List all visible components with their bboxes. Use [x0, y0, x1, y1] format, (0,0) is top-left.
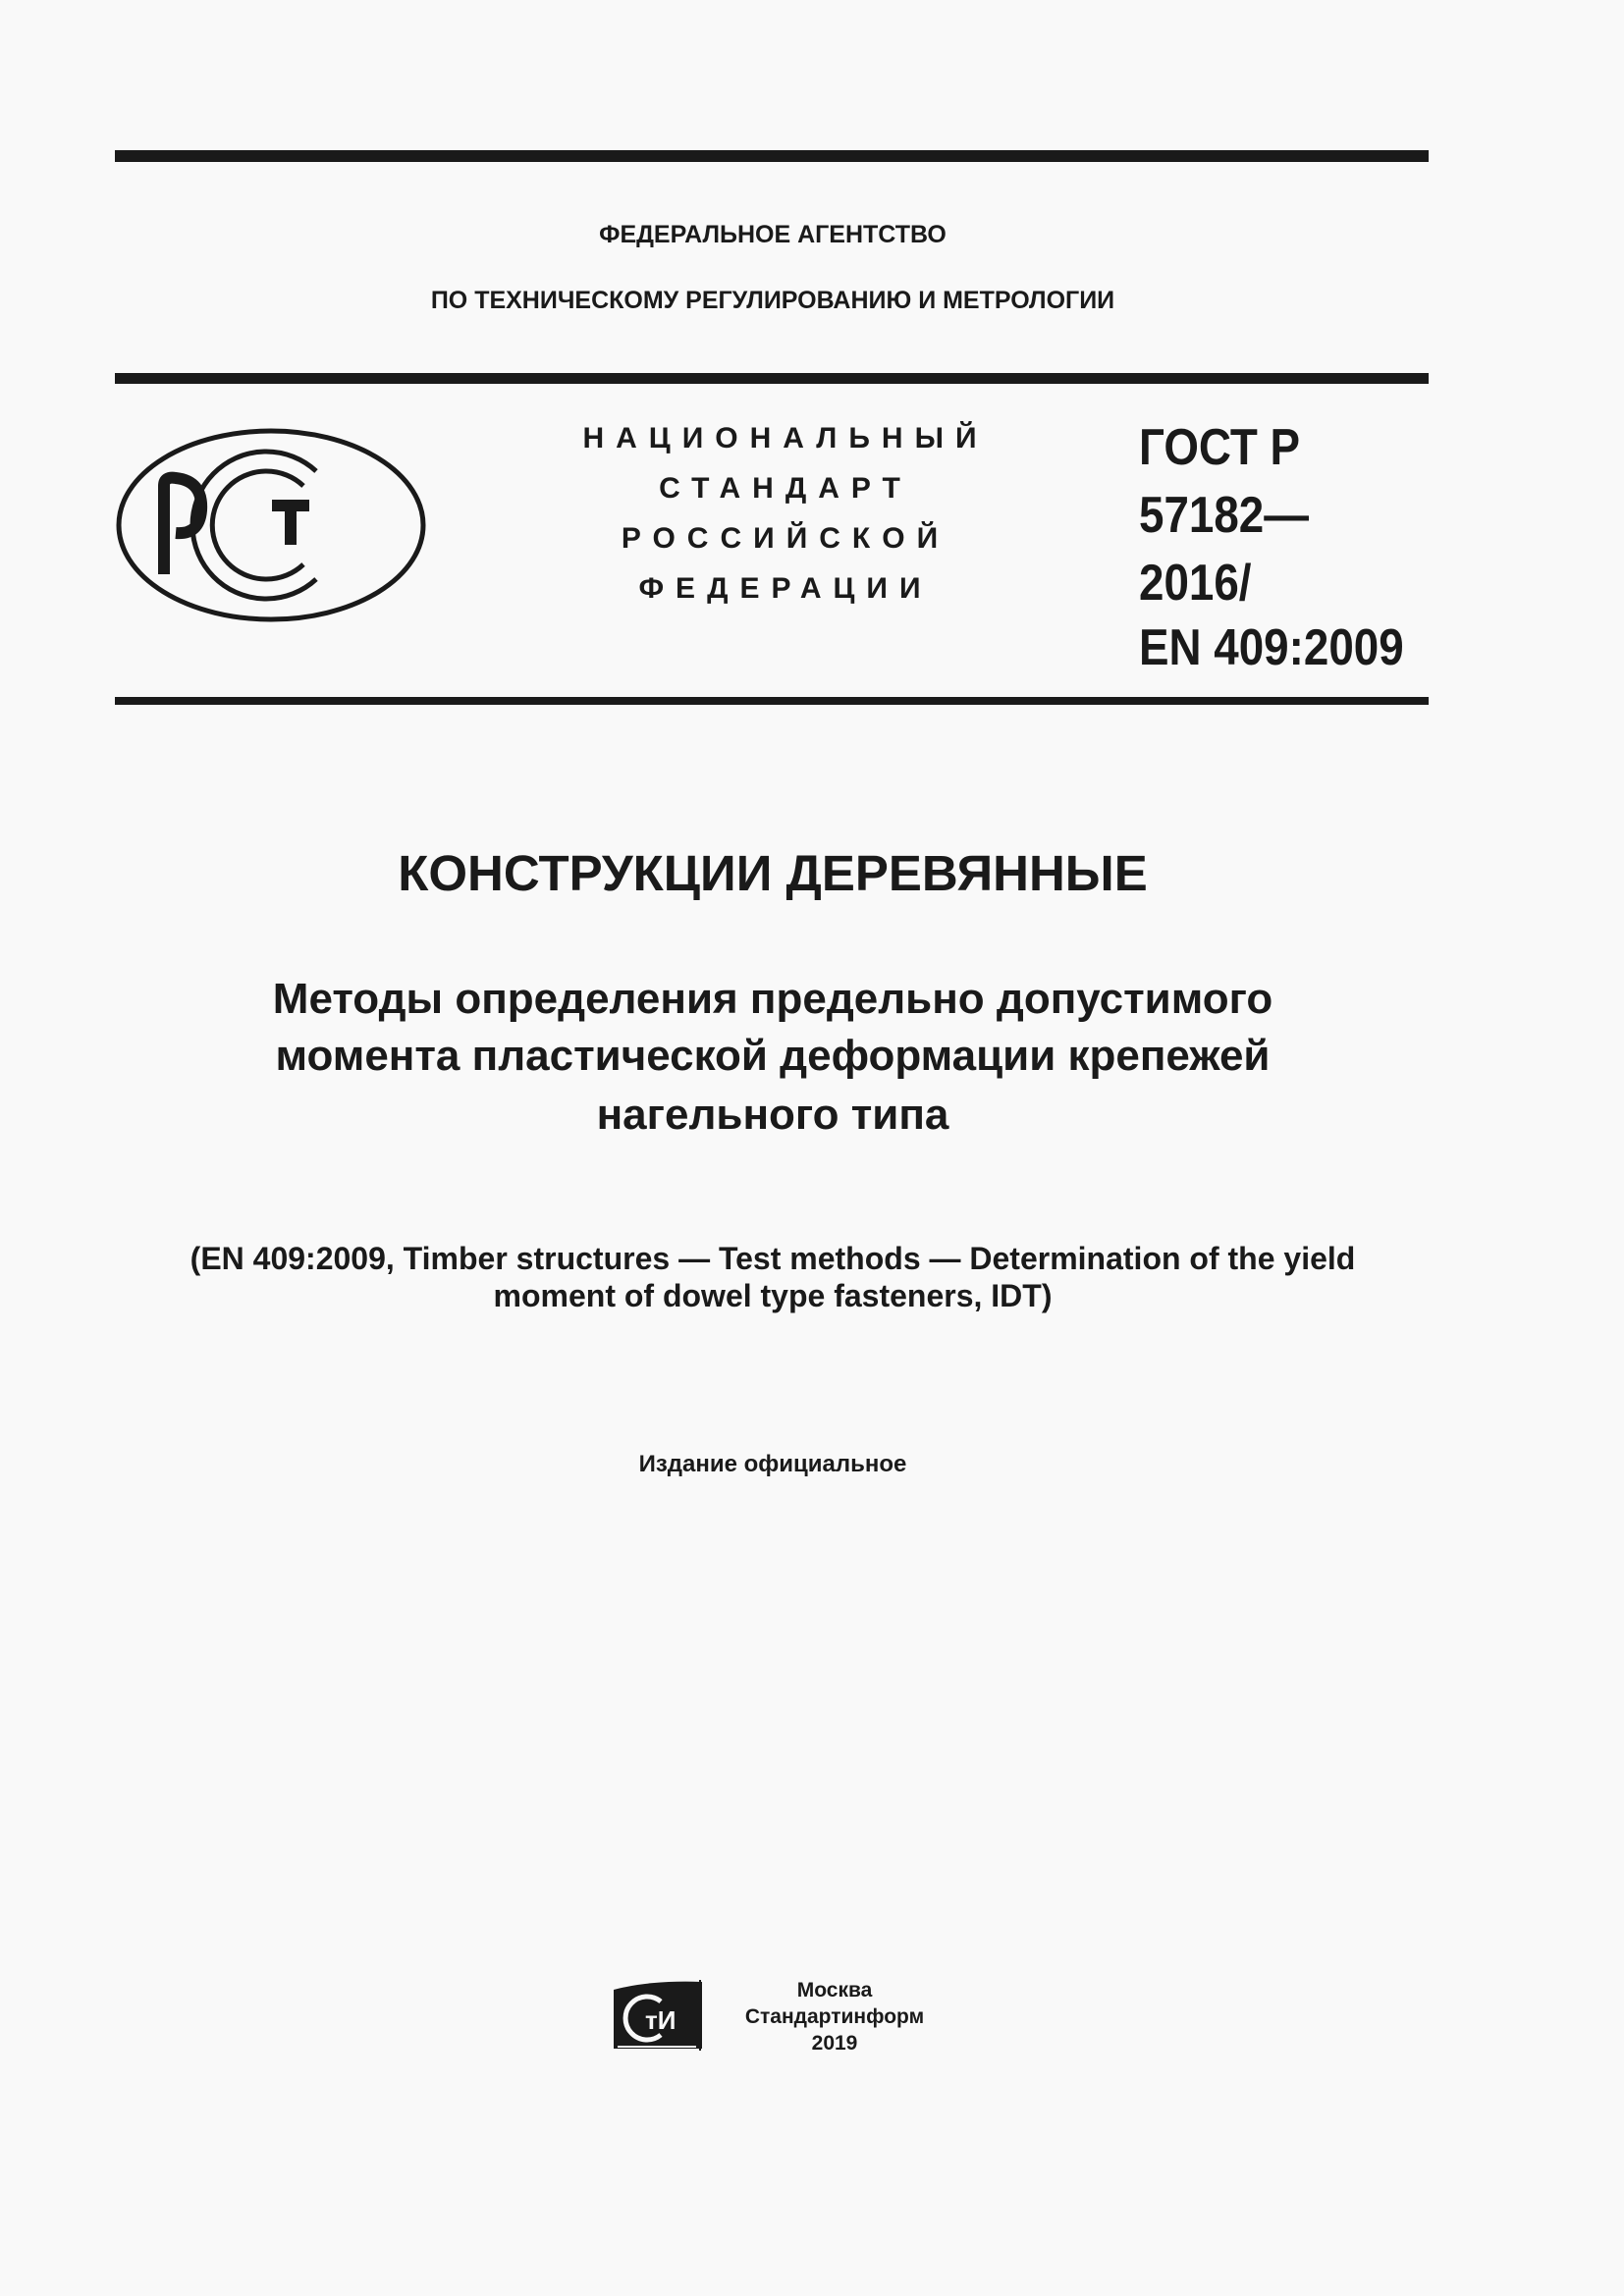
national-line-1: НАЦИОНАЛЬНЫЙ [582, 422, 989, 454]
svg-text:тИ: тИ [645, 2005, 677, 2035]
header-rule [115, 373, 1429, 384]
agency-line-2: ПО ТЕХНИЧЕСКОМУ РЕГУЛИРОВАНИЮ И МЕТРОЛОГИИ [430, 287, 1115, 314]
document-title: КОНСТРУКЦИИ ДЕРЕВЯННЫЕ [398, 845, 1148, 901]
subtitle-line-3: нагельного типа [596, 1091, 949, 1139]
publisher-city: Москва [796, 1979, 873, 2002]
subtitle-line-1: Методы определения предельно допустимого [272, 975, 1273, 1023]
designation-line-4: EN 409:2009 [1139, 619, 1404, 676]
edition-label: Издание официальное [638, 1451, 907, 1477]
agency-line-1: ФЕДЕРАЛЬНОЕ АГЕНТСТВО [599, 221, 947, 248]
english-title-line-1: (EN 409:2009, Timber structures — Test methods — Determination of the yield [189, 1241, 1356, 1276]
block-rule [115, 697, 1429, 705]
publisher-name: Стандартинформ [744, 2005, 925, 2028]
publisher-year: 2019 [811, 2032, 858, 2055]
subtitle-line-2: момента пластической деформации крепежей [275, 1032, 1271, 1080]
english-title-line-2: moment of dowel type fasteners, IDT) [493, 1278, 1053, 1313]
designation-line-2: 57182— [1139, 487, 1310, 544]
top-rule [115, 150, 1429, 162]
national-line-3: РОССИЙСКОЙ [621, 522, 950, 555]
national-line-2: СТАНДАРТ [659, 472, 912, 505]
designation-line-1: ГОСТ Р [1139, 419, 1301, 476]
rst-logo-icon [115, 427, 427, 623]
national-line-4: ФЕДЕРАЦИИ [638, 572, 933, 605]
designation-line-3: 2016/ [1139, 555, 1252, 612]
